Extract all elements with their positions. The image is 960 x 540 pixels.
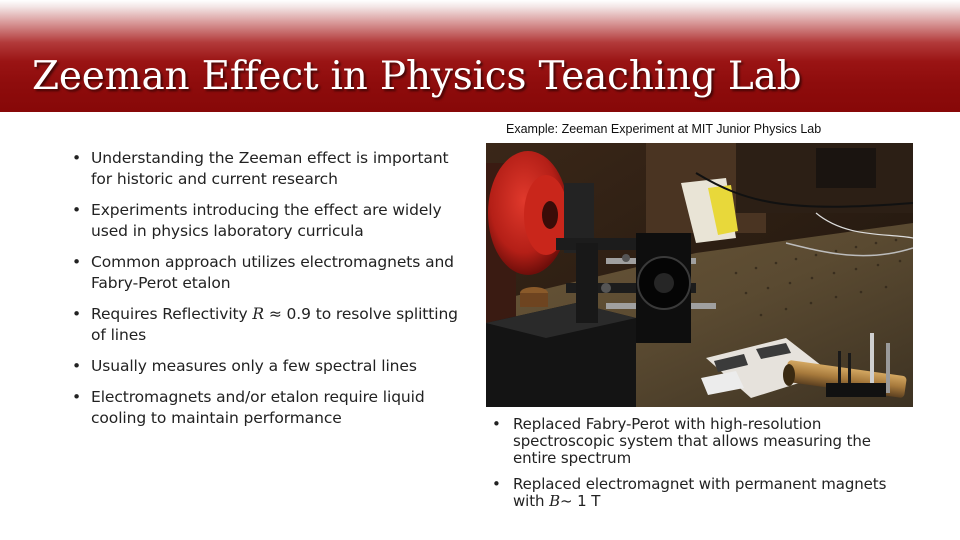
bullet-icon: • — [72, 253, 82, 271]
bullet-item — [492, 476, 912, 510]
bullet-text-after: ~ 1 T — [560, 492, 601, 510]
right-bullet-list — [492, 416, 912, 519]
math-symbol-r: R — [252, 305, 264, 323]
bullet-item — [72, 356, 462, 377]
bullet-item — [492, 416, 912, 467]
bullet-icon: • — [492, 475, 501, 493]
bullet-text-before: Replaced electromagnet with permanent magnets with — [513, 475, 887, 510]
left-bullet-list — [72, 148, 462, 439]
bullet-text-after: ≈ 0.9 to resolve splitting of lines — [91, 305, 458, 344]
bullet-item — [72, 148, 462, 190]
bullet-icon: • — [72, 305, 82, 323]
lab-setup-photo — [486, 143, 913, 407]
slide-title: Zeeman Effect in Physics Teaching Lab — [32, 54, 802, 99]
bullet-text-before: Requires Reflectivity — [91, 305, 253, 323]
bullet-icon: • — [72, 201, 82, 219]
bullet-item — [72, 387, 462, 429]
bullet-item — [72, 304, 462, 346]
bullet-icon: • — [492, 415, 501, 433]
bullet-text: Usually measures only a few spectral lines — [91, 357, 417, 375]
bullet-icon: • — [72, 357, 82, 375]
bullet-item — [72, 252, 462, 294]
bullet-text: Common approach utilizes electromagnets and Fabry-Perot etalon — [91, 253, 454, 292]
bullet-icon: • — [72, 149, 82, 167]
bullet-item — [72, 200, 462, 242]
bullet-icon: • — [72, 388, 82, 406]
math-symbol-b: B — [549, 492, 561, 510]
bullet-text: Replaced Fabry-Perot with high-resolution spectroscopic system that allows measuring the entire spectrum — [513, 415, 871, 467]
bullet-text: Understanding the Zeeman effect is important for historic and current research — [91, 149, 449, 188]
bullet-text: Electromagnets and/or etalon require liquid cooling to maintain performance — [91, 388, 425, 427]
bullet-text: Experiments introducing the effect are widely used in physics laboratory curricula — [91, 201, 442, 240]
image-caption: Example: Zeeman Experiment at MIT Junior Physics Lab — [506, 122, 822, 136]
